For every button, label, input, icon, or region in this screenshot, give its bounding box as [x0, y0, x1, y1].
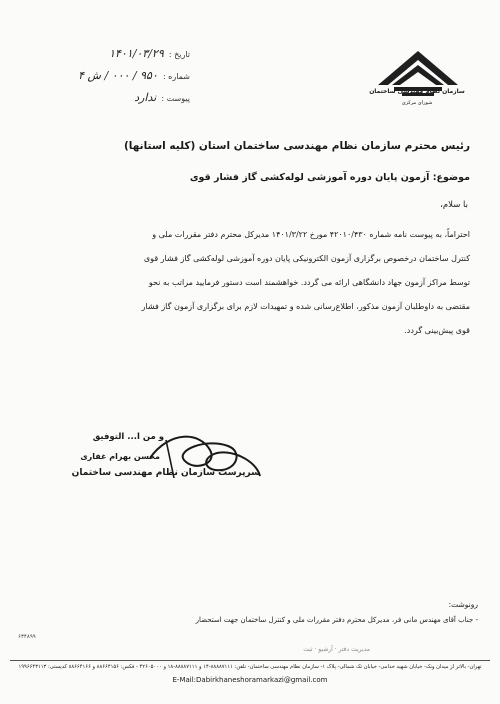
org-name: سازمان نظام مهندسی ساختمان [369, 88, 465, 95]
footer-address: تهران- بالاتر از میدان ونک- خیابان شهید خدامی- خیابان تک شمالی- پلاک ۱- سازمان نظام مهندسی ساختمان- تلفن: ۸۸۸۸۷۱۱۱-۱۴ و ۸۸۸۸۷۱۱۱-۱۸ و ۴۲۶۰۵۰۰۰ - فکس: ۸۸۶۶۴۱۵۶ و ۸۸۶۶۴۱۶۶ کدپستی: ۱۹۹۶۶۴۳۱۱۳ [18, 664, 482, 670]
recipient-line: رئیس محترم سازمان نظام مهندسی ساختمان استان (کلیه استانها) [124, 140, 470, 152]
number-label: شماره : [162, 72, 190, 81]
reference-code: ۶۳۴۸۹۹ [18, 634, 36, 640]
attachment-value: ندارد [134, 91, 157, 104]
attachment-row [60, 86, 190, 105]
date-value: ۱۴۰۱/۰۳/۲۹ [109, 47, 164, 60]
body-line: احتراماً، به پیوست نامه شماره ۴۲۰۱۰/۴۳۰ مورخ ۱۴۰۱/۳/۲۲ مدیرکل محترم دفتر مقررات ملی و [152, 230, 470, 239]
date-row [60, 42, 190, 61]
cc-item: - جناب آقای مهندس مانی فر، مدیرکل محترم دفتر مقررات ملی و کنترل ساختمان جهت استحضار [195, 616, 478, 624]
body-line: مقتضی به داوطلبان آزمون مذکور، اطلاع‌رسانی شده و تمهیدات لازم برای برگزاری آزمون گاز فشار [141, 302, 470, 311]
signer-name: محسن بهرام غفاری [80, 452, 160, 461]
signer-title: سرپرست سازمان نظام مهندسی ساختمان [71, 468, 260, 478]
body-line: توسط مراکز آزمون جهاد دانشگاهی ارائه می گردد. خواهشمند است دستور فرمایید مراتب به نحو [148, 278, 470, 287]
closing-phrase: و من ا... التوفیق [92, 432, 164, 442]
number-value: ۹۵۰ / ۰۰۰ / ش ۴ [78, 69, 158, 82]
footer-divider [10, 660, 490, 661]
greeting: با سلام، [440, 200, 468, 210]
cc-title: رونوشت: [448, 600, 478, 609]
body-line: کنترل ساختمان درخصوص برگزاری آزمون الکترونیکی پایان دوره آموزشی لوله‌کشی گاز فشار قوی [143, 254, 470, 263]
attachment-label: پیوست : [161, 94, 190, 103]
number-row [40, 64, 190, 83]
org-logo-icon [368, 30, 468, 120]
org-subtitle: شورای مرکزی [401, 100, 433, 106]
subject-line: موضوع: آزمون پایان دوره آموزشی لوله‌کشی گاز فشار قوی [189, 172, 470, 183]
date-label: تاریخ : [168, 50, 190, 59]
body-line: قوی پیش‌بینی گردد. [404, 326, 470, 335]
footer-email: E-Mail:Dabirkhaneshoramarkazi@gmail.com [172, 676, 328, 684]
faint-note: مدیریت دفتر · آرشیو · ثبت [303, 646, 370, 653]
